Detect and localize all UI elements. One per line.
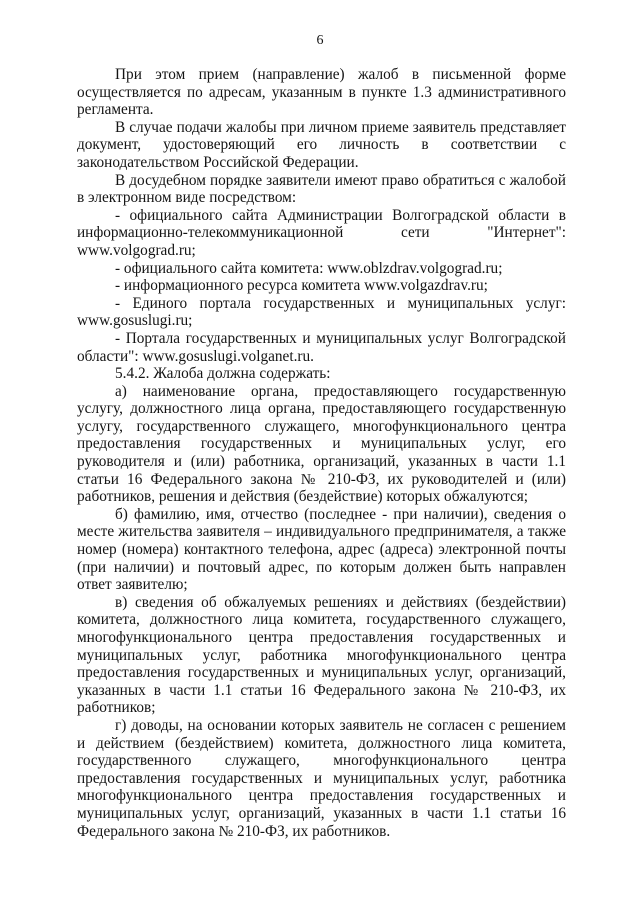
section-heading-5-4-2: 5.4.2. Жалоба должна содержать: [115,365,331,383]
paragraph-electronic-intro: В досудебном порядке заявители имеют право обратиться с жалобой в электронном виде посредством: [77,171,566,207]
list-item-regional-portal: - Портала государственных и муниципальных услуг Волгоградской области": www.gosuslugi.volganet.ru. [77,329,566,365]
clause-a: а) наименование органа, предоставляющего государственную услугу, должностного лица органа, предоставляющего государственную услугу, государственного служащего, многофункционального центра предоставления государственных и муниципальных услуг, его руководителя и (или) работника, организаций, указанных в части 1.1 статьи 16 Федерального закона № 210-ФЗ, их руководителей и (или) работников, решения и действия (бездействие) которых обжалуются; [77,382,566,506]
list-item-volgograd-site: - официального сайта Администрации Волгоградской области в информационно-телекоммуникационной сети "Интернет": www.volgograd.ru; [77,206,566,259]
list-item-committee-site: - официального сайта комитета: www.oblzdrav.volgograd.ru; [115,259,503,277]
document-body [77,66,566,840]
paragraph-personal-reception: В случае подачи жалобы при личном приеме заявитель представляет документ, удостоверяющий его личность в соответствии с законодательством Российской Федерации. [77,118,566,171]
clause-v: в) сведения об обжалуемых решениях и действиях (бездействии) комитета, должностного лица комитета, государственного служащего, многофункционального центра предоставления государственных и муниципальных услуг, работника многофункционального центра предоставления государственных и муниципальных услуг, организаций, указанных в части 1.1 статьи 16 Федерального закона № 210-ФЗ, их работников; [77,593,566,717]
list-item-committee-resource: - информационного ресурса комитета www.volgazdrav.ru; [115,277,488,295]
clause-b: б) фамилию, имя, отчество (последнее - при наличии), сведения о месте жительства заявителя – индивидуального предпринимателя, а также номер (номера) контактного телефона, адрес (адреса) электронной почты (при наличии) и почтовый адрес, по которым должен быть направлен ответ заявителю; [77,505,566,594]
page-number: 6 [316,33,324,48]
list-item-gosuslugi-portal: - Единого портала государственных и муниципальных услуг: www.gosuslugi.ru; [77,294,566,330]
clause-g: г) доводы, на основании которых заявитель не согласен с решением и действием (бездействием) комитета, должностного лица комитета, государственного служащего, многофункционального центра предоставления государственных и муниципальных услуг, работника многофункционального центра предоставления государственных и муниципальных услуг, организаций, указанных в части 1.1 статьи 16 Федерального закона № 210-ФЗ, их работников. [77,716,566,840]
paragraph-complaint-written: При этом прием (направление) жалоб в письменной форме осуществляется по адресам, указанным в пункте 1.3 административного регламента. [77,66,566,119]
